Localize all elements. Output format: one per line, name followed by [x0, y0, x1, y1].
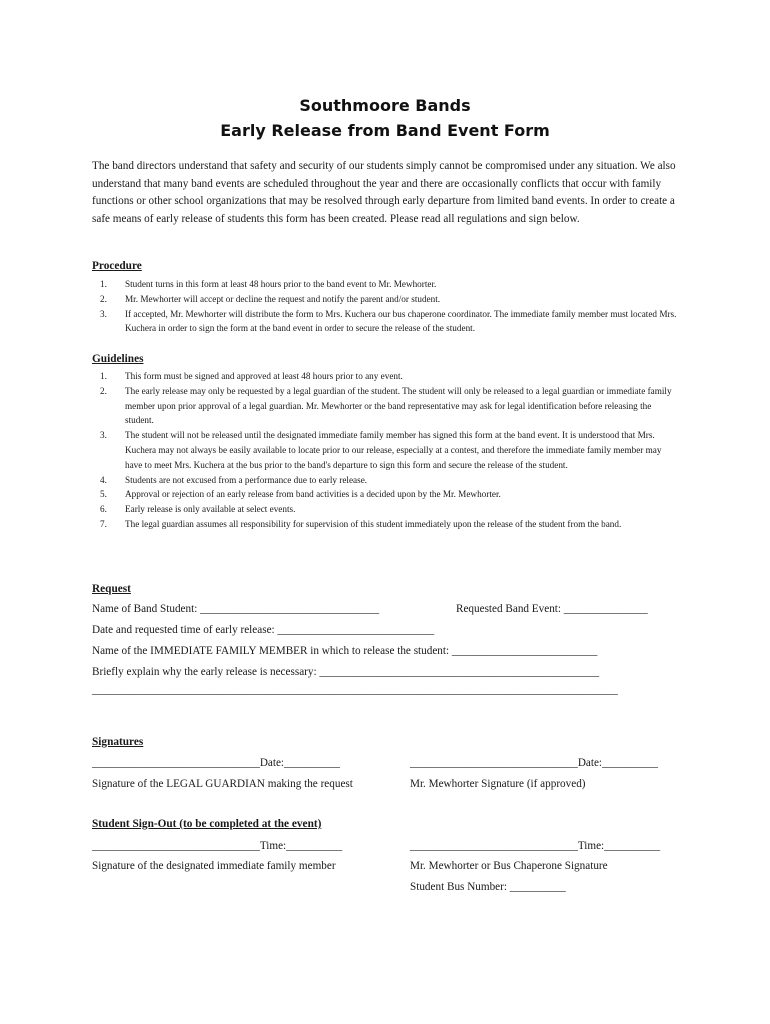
list-item — [92, 428, 677, 472]
director-signature-field[interactable]: ______________________________Date:__________ — [410, 757, 658, 769]
page-title: Southmoore Bands — [299, 96, 471, 115]
family-member-field[interactable]: Name of the IMMEDIATE FAMILY MEMBER in which to release the student: __________________________ — [92, 645, 598, 657]
list-number: 5. — [100, 489, 107, 500]
list-number: 3. — [100, 430, 107, 441]
form-title: Early Release from Band Event Form — [220, 121, 550, 140]
procedure-heading: Procedure — [92, 260, 142, 272]
list-number: 4. — [100, 474, 107, 485]
list-text: This form must be signed and approved at least 48 hours prior to any event. — [125, 371, 403, 381]
list-text: Early release is only available at select events. — [125, 504, 296, 515]
family-signature-label: Signature of the designated immediate family member — [92, 860, 336, 872]
list-item — [92, 384, 677, 428]
chaperone-signature-label: Mr. Mewhorter or Bus Chaperone Signature — [410, 860, 608, 872]
list-item — [92, 502, 677, 517]
list-text: If accepted, Mr. Mewhorter will distribute the form to Mrs. Kuchera our bus chaperone coordinator. The immediate family member must located Mrs. Kuchera in order to sign the form at the band event in order to secure the release of the student. — [125, 308, 677, 334]
list-text: Students are not excused from a performance due to early release. — [125, 474, 368, 485]
guardian-signature-label: Signature of the LEGAL GUARDIAN making the request — [92, 778, 353, 790]
list-text: Student turns in this form at least 48 hours prior to the band event to Mr. Mewhorter. — [125, 279, 437, 289]
list-number: 1. — [100, 371, 107, 381]
list-item — [92, 487, 677, 502]
guidelines-list — [92, 369, 677, 532]
list-text: Approval or rejection of an early release from band activities is a decided upon by the Mr. Mewhorter. — [125, 489, 501, 500]
date-time-field[interactable]: Date and requested time of early release: ____________________________ — [92, 624, 435, 636]
list-text: The early release may only be requested by a legal guardian of the student. The student will only be released to a legal guardian or immediate family member upon prior approval of a legal guardian. Mr. Mewhorter or the band representative may ask for legal identification before releasing the student. — [125, 385, 672, 426]
guidelines-heading: Guidelines — [92, 353, 144, 365]
signatures-heading: Signatures — [92, 736, 144, 748]
explanation-extra-line[interactable]: ______________________________________________________________________________________________ — [92, 684, 618, 696]
list-item — [92, 307, 677, 337]
chaperone-signature-field[interactable]: ______________________________Time:__________ — [410, 840, 661, 852]
list-item — [92, 473, 677, 488]
list-number: 1. — [100, 279, 107, 289]
list-item — [92, 369, 677, 384]
list-item — [92, 277, 677, 292]
intro-paragraph: The band directors understand that safety and security of our students simply cannot be compromised under any situation. We also understand that many band events are scheduled throughout the year and there are occasionally conflicts that occur with family functions or other school organizations that may be resolved through early departure from limited band events. In order to create a safe means of early release of students this form has been created. Please read all regulations and sign below. — [92, 160, 676, 225]
list-number: 2. — [100, 385, 107, 396]
list-text: The legal guardian assumes all responsibility for supervision of this student immediately upon the release of the student from the band. — [125, 518, 622, 529]
bus-number-field[interactable]: Student Bus Number: __________ — [410, 881, 566, 893]
requested-event-field[interactable]: Requested Band Event: _______________ — [456, 603, 648, 615]
procedure-list — [92, 277, 677, 336]
student-name-field[interactable]: Name of Band Student: ________________________________ — [92, 603, 380, 615]
list-text: The student will not be released until the designated immediate family member has signed this form at the band event. It is understood that Mrs. Kuchera may not always be easily available to locate prior to our release, especially at a contest, and therefore the immediate family member may have to meet Mrs. Kuchera at the bus prior to the band's departure to sign this form and secure the release of the student. — [125, 430, 662, 470]
guardian-signature-field[interactable]: ______________________________Date:__________ — [92, 757, 340, 769]
list-number: 7. — [100, 518, 107, 529]
family-signature-field[interactable]: ______________________________Time:__________ — [92, 840, 343, 852]
request-heading: Request — [92, 583, 131, 595]
list-item — [92, 517, 677, 532]
explanation-field[interactable]: Briefly explain why the early release is necessary: __________________________________________________ — [92, 666, 600, 678]
list-number: 2. — [100, 293, 107, 304]
list-text: Mr. Mewhorter will accept or decline the request and notify the parent and/or student. — [125, 293, 441, 304]
list-number: 3. — [100, 308, 107, 319]
director-signature-label: Mr. Mewhorter Signature (if approved) — [410, 778, 586, 790]
signout-heading: Student Sign-Out (to be completed at the event) — [92, 818, 322, 830]
list-item — [92, 292, 677, 307]
list-number: 6. — [100, 504, 107, 515]
